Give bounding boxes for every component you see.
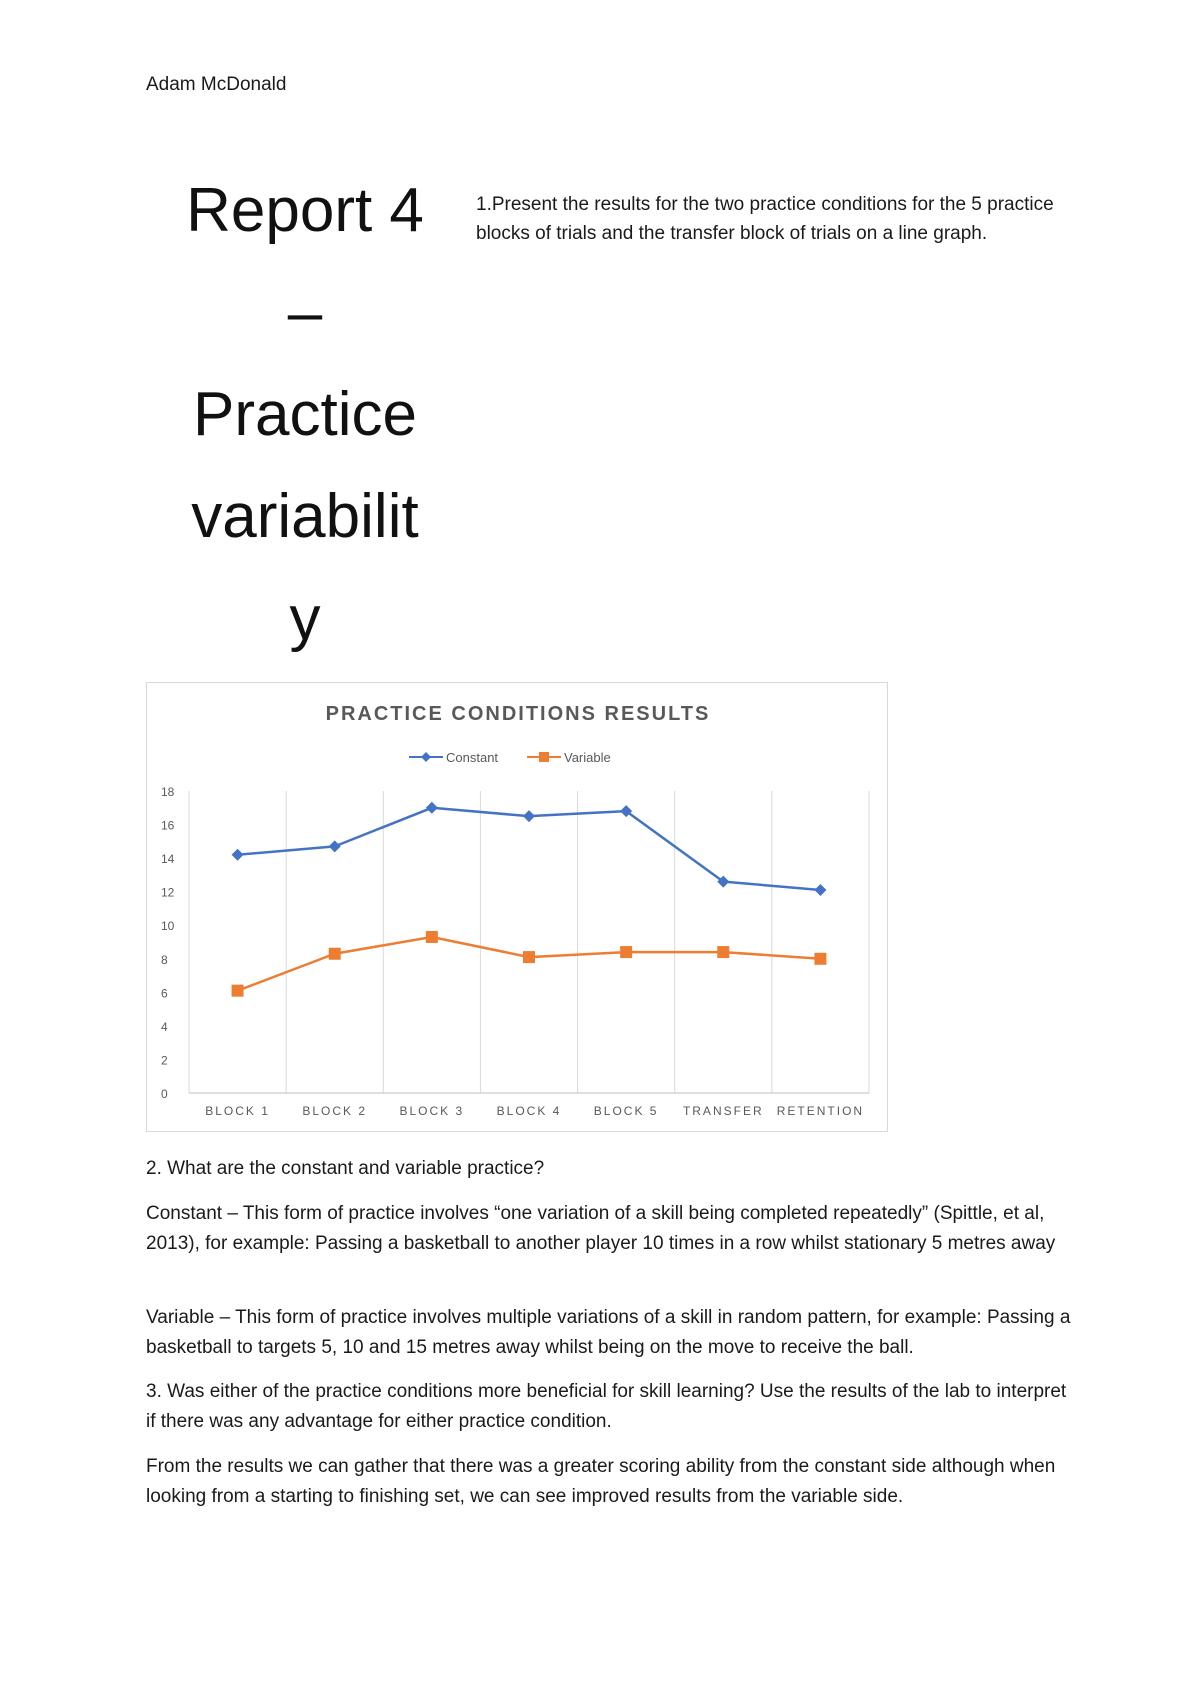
question-3-text: 3. Was either of the practice conditions more beneficial for skill learning? Use the results of the lab to interpret if there was any advantage for either practice condition. [146, 1381, 1067, 1432]
data-point [329, 948, 341, 960]
question-1: 1.Present the results for the two practice conditions for the 5 practice blocks of trials and the transfer block of trials on a line graph. [476, 194, 1054, 244]
variable-definition [146, 1303, 1076, 1362]
data-point [232, 849, 244, 861]
data-point [329, 840, 341, 852]
series-line [238, 937, 821, 991]
x-tick-label: BLOCK 1 [205, 1104, 270, 1118]
data-point [523, 951, 535, 963]
data-point [426, 802, 438, 814]
y-tick-label: 4 [161, 1019, 168, 1034]
answer-3-text: From the results we can gather that there was a greater scoring ability from the constant side although when looking from a starting to finishing set, we can see improved results from the variable side. [146, 1456, 1056, 1507]
y-tick-label: 16 [161, 818, 175, 833]
data-point [814, 884, 826, 896]
question-2-text: 2. What are the constant and variable practice? [146, 1158, 545, 1179]
title-line: – [287, 278, 323, 347]
title-line: y [289, 584, 321, 653]
y-tick-label: 0 [161, 1087, 168, 1101]
constant-definition-text: Constant – This form of practice involves “one variation of a skill being completed repeatedly” (Spittle, et al, 2013), for example: Passing a basketball to another player 10 times in a row whilst stationary 5 metres away [146, 1203, 1056, 1254]
y-tick-label: 6 [161, 986, 168, 1001]
data-point [523, 810, 535, 822]
y-tick-label: 10 [161, 919, 175, 934]
chart-title: PRACTICE CONDITIONS RESULTS [325, 703, 711, 725]
chart-svg [147, 683, 889, 1133]
data-point [426, 931, 438, 943]
author-name: Adam McDonald [146, 74, 287, 95]
legend-marker [421, 752, 431, 762]
legend-label: Constant [446, 750, 499, 765]
title-line: Practice [193, 380, 417, 449]
y-tick-label: 12 [161, 885, 175, 900]
x-tick-label: BLOCK 3 [399, 1104, 465, 1118]
title-line: Report 4 [186, 176, 424, 245]
legend-marker [539, 752, 549, 762]
legend-label: Variable [564, 750, 611, 765]
variable-definition-text: Variable – This form of practice involves multiple variations of a skill in random pattern, for example: Passing a basketball to targets 5, 10 and 15 metres away whilst being on the move to receive the ball. [146, 1307, 1071, 1358]
data-point [814, 953, 826, 965]
y-tick-label: 2 [161, 1053, 168, 1068]
y-tick-label: 14 [161, 852, 175, 867]
x-tick-label: TRANSFER [682, 1104, 764, 1118]
line-chart [146, 682, 888, 1132]
y-tick-label: 18 [161, 785, 175, 799]
question-3 [146, 1377, 1076, 1436]
x-tick-label: BLOCK 2 [302, 1104, 368, 1118]
answer-3 [146, 1452, 1076, 1511]
title-line: variabilit [191, 482, 419, 551]
x-tick-label: BLOCK 5 [593, 1104, 659, 1118]
data-point [232, 985, 244, 997]
constant-definition [146, 1199, 1076, 1258]
data-point [620, 946, 632, 958]
data-point [717, 946, 729, 958]
x-tick-label: BLOCK 4 [496, 1104, 562, 1118]
y-tick-label: 8 [161, 952, 168, 967]
report-title [160, 160, 450, 670]
question-2 [146, 1154, 1076, 1184]
x-tick-label: RETENTION [776, 1104, 865, 1118]
